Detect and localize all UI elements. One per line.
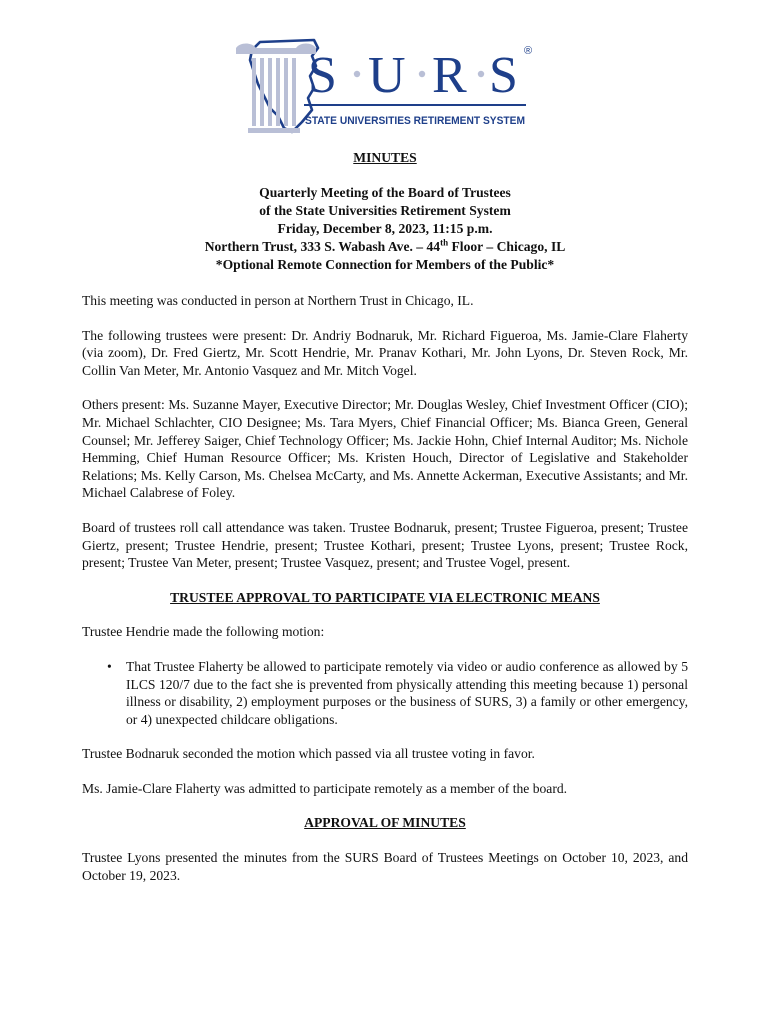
logo-letter-u: U [368,47,406,104]
document-title: MINUTES [353,150,417,165]
document-body [82,292,688,901]
meeting-location: Northern Trust, 333 S. Wabash Ave. – 44th Floor – Chicago, IL [204,237,566,254]
meeting-type: Quarterly Meeting of the Board of Trustees [259,185,511,200]
logo-subtitle: STATE UNIVERSITIES RETIREMENT SYSTEM [305,115,525,127]
admitted-paragraph: Ms. Jamie-Clare Flaherty was admitted to participate remotely as a member of the board. [82,780,568,796]
logo-letter-r: R [432,47,467,104]
column-shaft-icon [252,58,296,126]
meeting-date: Friday, December 8, 2023, 11:15 p.m. [277,221,493,236]
registered-mark: ® [524,45,533,57]
surs-logo-graphic [222,36,542,136]
logo-letter-s1: S [308,47,337,104]
others-present-paragraph: Others present: Ms. Suzanne Mayer, Executive Director; Mr. Douglas Wesley, Chief Investment Officer (CIO); Mr. Michael Schlachter, CIO Designee; Ms. Tara Myers, Chief Financial Officer; Ms. Bianca Green, General Counsel; Mr. Jefferey Saiger, Chief Technology Officer; Ms. Jackie Hohn, Chief Internal Auditor; Ms. Nichole Hemming, Chief Human Resource Officer; Ms. Kristen Houch, Director of Legislative and Stakeholder Relations; Ms. Kelly Carson, Ms. Chelsea McCarty, and Ms. Annette Ackerman, Executive Assistants; and Mr. Michael Calabrese of Foley. [82,397,688,501]
list-item [107,658,688,728]
location-paragraph: This meeting was conducted in person at Northern Trust in Chicago, IL. [82,293,474,308]
minutes-presented-paragraph: Trustee Lyons presented the minutes from the SURS Board of Trustees Meetings on October 10, 2023, and October 19, 2023. [82,850,688,883]
trustees-present-paragraph: The following trustees were present: Dr. Andriy Bodnaruk, Mr. Richard Figueroa, Ms. Jamie-Clare Flaherty (via zoom), Dr. Fred Giertz, Mr. Scott Hendrie, Mr. Pranav Kothari, Mr. John Lyons, Dr. Steven Rock, Mr. Collin Van Meter, Mr. Antonio Vasquez and Mr. Mitch Vogel. [82,327,688,378]
logo-letter-s2: S [489,47,518,104]
remote-connection-note: *Optional Remote Connection for Members of the Public* [215,257,555,272]
surs-logo [222,36,542,136]
motion-text: That Trustee Flaherty be allowed to participate remotely via video or audio conference as allowed by 5 ILCS 120/7 due to the fact she is prevented from physically attending this meeting because 1) personal illness or disability, 2) employment purposes or the business of SURS, 3) a family or other emergency, or 4) unexpected childcare obligations. [126,658,688,727]
seconded-paragraph: Trustee Bodnaruk seconded the motion which passed via all trustee voting in favor. [82,746,535,762]
motion-intro-paragraph: Trustee Hendrie made the following motion: [82,624,325,640]
motion-list [82,658,688,728]
electronic-means-heading: TRUSTEE APPROVAL TO PARTICIPATE VIA ELECTRONIC MEANS [170,589,600,605]
approval-of-minutes-heading: APPROVAL OF MINUTES [304,815,466,831]
document-header [82,149,688,274]
organization-line: of the State Universities Retirement System [259,203,511,218]
bullet-icon: • [107,658,112,674]
column-capital-icon [236,44,316,55]
roll-call-paragraph: Board of trustees roll call attendance was taken. Trustee Bodnaruk, present; Trustee Figueroa, present; Trustee Giertz, present; Trustee Hendrie, present; Trustee Kothari, present; Trustee Lyons, present; Trustee Rock, present; Trustee Van Meter, present; Trustee Vasquez, present; and Trustee Vogel, present. [82,519,688,571]
